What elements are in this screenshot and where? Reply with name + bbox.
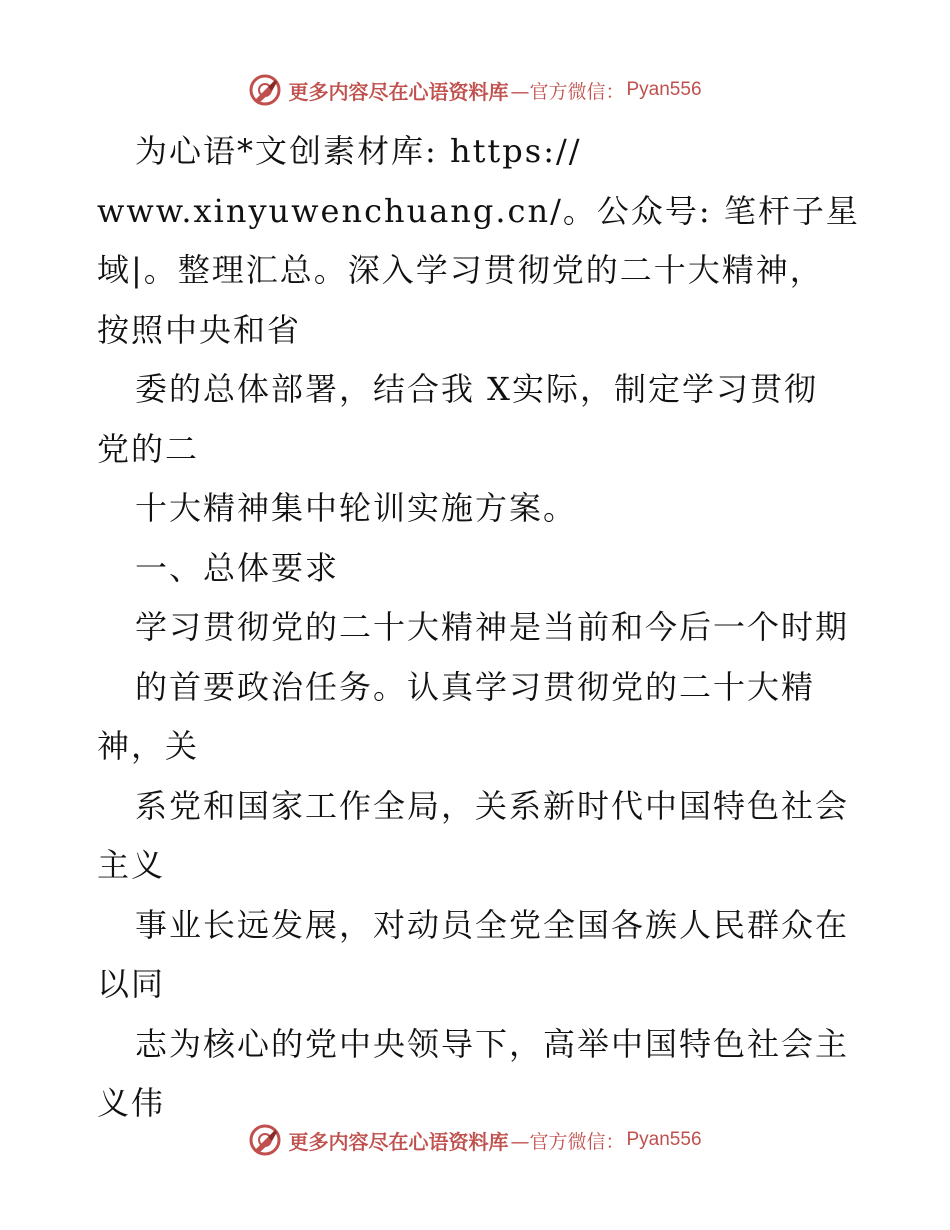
text-line: 系党和国家工作全局，关系新时代中国特色社会 (135, 786, 850, 825)
text-line: 域|。整理汇总。深入学习贯彻党的二十大精神， (97, 251, 824, 289)
section-heading: 一、总体要求 (135, 548, 340, 587)
document-body (97, 122, 860, 1134)
text-line: 为心语*文创素材库: https:// (135, 132, 582, 170)
banner-site-text: 更多内容尽在心语资料库 (288, 79, 509, 104)
text-line: 志为核心的党中央领导下，高举中国特色社会主 (135, 1024, 850, 1063)
text-line: 按照中央和省 (97, 310, 302, 349)
text-line: www.xinyuwenchuang.cn/。公众号: 笔杆子星 (97, 191, 860, 230)
banner-official-text: —官方微信： (510, 80, 625, 103)
banner-site-text: 更多内容尽在心语资料库 (288, 1129, 509, 1154)
text-line: 事业长远发展，对动员全党全国各族人民群众在 (135, 905, 850, 944)
footer-watermark-banner (0, 1120, 950, 1160)
text-line: 党的二 (97, 429, 200, 468)
pen-logo-icon (248, 1123, 282, 1157)
pen-logo-icon (248, 73, 282, 107)
text-line: 的首要政治任务。认真学习贯彻党的二十大精 (135, 667, 816, 706)
text-line: 主义 (97, 846, 166, 884)
text-line: 十大精神集中轮训实施方案。 (135, 489, 578, 527)
banner-official-text: —官方微信： (510, 1130, 625, 1153)
banner-wechat-id: Pyan556 (626, 1129, 702, 1150)
header-watermark-banner (0, 70, 950, 110)
text-line: 以同 (97, 965, 166, 1003)
text-line: 委的总体部署，结合我 X实际，制定学习贯彻 (135, 370, 818, 408)
text-line: 义伟 (97, 1084, 166, 1122)
banner-wechat-id: Pyan556 (626, 79, 702, 100)
text-line: 神，关 (97, 727, 200, 765)
text-line: 学习贯彻党的二十大精神是当前和今后一个时期 (135, 608, 850, 646)
